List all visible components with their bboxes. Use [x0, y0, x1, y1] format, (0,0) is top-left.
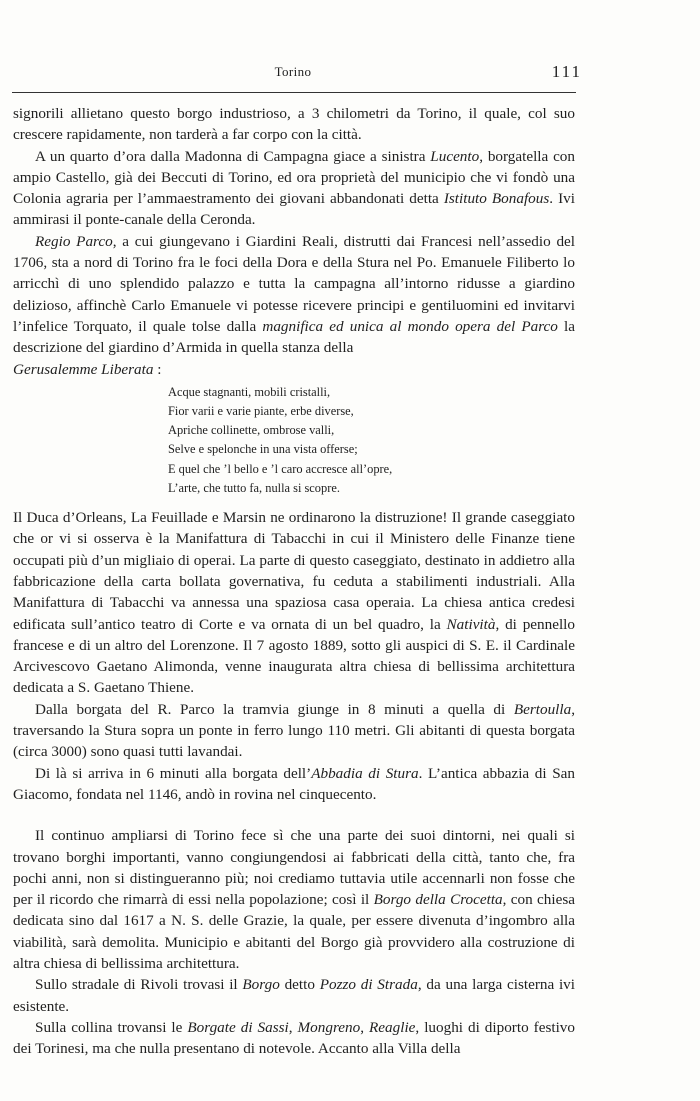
paragraph-rivoli — [13, 974, 575, 1017]
paragraph-text: : — [153, 360, 162, 378]
paragraph-borgo-industrioso — [13, 103, 575, 146]
paragraph-text: A un quarto d’ora dalla Madonna di Campagna giace a sinistra — [35, 147, 431, 165]
running-title: Torino — [274, 64, 312, 79]
place-name-abbadia: Abbadia di Stura — [311, 764, 419, 782]
poem-line: Selve e spelonche in una vista offerse; — [168, 442, 358, 457]
paragraph-text: Sullo stradale di Rivoli trovasi il — [35, 976, 243, 994]
paragraph-text: Il Duca d’Orleans, La Feuillade e Marsin ne ordinarono la distruzione! Il grande caseggiato che or vi si osserva è la Manifattura di Tabacchi in cui il Ministero delle Finanze tiene occupati più d’un migliaio di operai. La parte di questo caseggiato, destinato in addietro alla fabbricazione della carta bollata governativa, fu ceduta a stabilimenti industriali. Alla Manifattura di Tabacchi va annessa una spaziosa casa operaia. La chiesa antica credesi edificata sull’antico teatro di Corte e va ornata di un bel quadro, la — [13, 509, 575, 633]
painting-title: Natività — [446, 615, 496, 633]
place-name-lucento: Lucento — [430, 147, 480, 165]
paragraph-text: detto — [279, 976, 320, 994]
paragraph-text: . Ivi ammirasi il ponte-canale della Ceronda. — [13, 190, 575, 229]
paragraph-text: Il continuo ampliarsi di Torino fece sì che una parte dei suoi dintorni, nei quali si trovano borghi importanti, vanno congiungendosi ai fabbricati della città, tanto che, fra pochi anni, non si distingueranno più; noi crediamo tuttavia utile accennarli non fosse che per il ricordo che rimarrà di essi nella popolazione; così il — [13, 827, 575, 909]
place-name-bertoulla: Bertoulla — [513, 700, 572, 718]
running-head — [12, 62, 582, 84]
paragraph-lucento — [13, 146, 575, 231]
paragraph-text: Dalla borgata del R. Parco la tramvia giunge in 8 minuti a quella di — [35, 700, 514, 718]
paragraph-text: , luoghi di diporto festivo dei Torinesi, ma che nulla presentano di notevole. Accanto alla Villa della — [13, 1018, 575, 1058]
place-name-reaglie: Reaglie — [369, 1018, 416, 1036]
paragraph-regio-parco — [13, 231, 575, 359]
paragraph-text: Di là si arriva in 6 minuti alla borgata dell’ — [35, 764, 312, 782]
paragraph-text: , — [288, 1018, 298, 1036]
body-text — [13, 103, 575, 1060]
poem-line: Apriche collinette, ombrose valli, — [168, 423, 335, 438]
poem-line: E quel che ’l bello e ’l caro accresce all’opre, — [168, 461, 393, 476]
place-name-crocetta: Borgo della Crocetta — [373, 891, 503, 909]
paragraph-collina — [13, 1017, 575, 1060]
place-name-mongreno: Mongreno — [297, 1018, 361, 1036]
header-rule — [12, 92, 576, 93]
paragraph-text: , da una larga cisterna ivi esistente. — [13, 976, 575, 1015]
place-name-sassi: Borgate di Sassi — [187, 1018, 289, 1036]
place-name-borgo: Borgo — [242, 976, 280, 994]
paragraph-text: . L’antica abbazia di San Giacomo, fondata nel 1146, andò in rovina nel cinquecento. — [13, 764, 575, 803]
paragraph-text: , con chiesa dedicata sino dal 1617 a N. S. delle Grazie, la quale, per essere divenuta d’ingombro alla viabilità, sarà demolita. Municipio e abitanti del Borgo già provvidero alla costruzione di altra chiesa di bellissima architettura. — [13, 891, 576, 973]
paragraph-text: , borgatella con ampio Castello, già dei Beccuti di Torino, ed ora proprietà del municipio che vi fondò una Colonia agraria per l’ammaestramento dei giovani abbandonati detta — [13, 147, 575, 208]
paragraph-abbadia-stura — [13, 763, 575, 806]
poem-quotation — [168, 383, 575, 498]
page-number: 111 — [551, 62, 582, 81]
paragraph-text: signorili allietano questo borgo industrioso, a 3 chilometri da Torino, il quale, col suo crescere rapidamente, non tarderà a far corpo con la città. — [13, 105, 575, 144]
work-title: Gerusalemme Liberata — [13, 360, 154, 378]
paragraph-duca-orleans — [13, 507, 575, 699]
paragraph-text: , — [360, 1018, 370, 1036]
place-name-pozzo-strada: Pozzo di Strada — [319, 976, 418, 994]
paragraph-text: , a cui giungevano i Giardini Reali, distrutti dai Francesi nell’assedio del 1706, sta a nord di Torino fra le foci della Dora e della Stura nel Po. Emanuele Filiberto lo arricchì di uno splendido palazzo e tutta la campagna all’intorno ridusse a giardino delizioso, affinchè Carlo Emanuele vi potesse ricevere principi e gentiluomini ed invitarvi l’infelice Torquato, il quale tolse dalla — [13, 232, 575, 335]
institute-name: Istituto Bonafous — [443, 190, 550, 208]
paragraph-text: Sulla collina trovansi le — [35, 1018, 188, 1036]
paragraph-text: la descrizione del giardino d’Armida in quella stanza della — [13, 317, 576, 357]
paragraph-bertoulla — [13, 699, 575, 763]
paragraph-ampliarsi-torino — [13, 825, 575, 974]
paragraph-text: , traversando la Stura sopra un ponte in ferro lungo 110 metri. Gli abitanti di questa borgata (circa 3000) sono quasi tutti lavandai. — [13, 700, 575, 761]
quoted-phrase: magnifica ed unica al mondo opera del Parco — [262, 317, 558, 335]
place-name-regio-parco: Regio Parco — [35, 232, 113, 250]
paragraph-text: , di pennello francese e di un altro del Lorenzone. Il 7 agosto 1889, sotto gli auspici di S. E. il Cardinale Arcivescovo Gaetano Alimonda, venne inaugurata altra chiesa di bellissima architettura dedicata a S. Gaetano Thiene. — [13, 615, 575, 697]
paragraph-gerusalemme — [13, 359, 575, 380]
poem-line: Acque stagnanti, mobili cristalli, — [168, 384, 331, 399]
poem-line: Fior varii e varie piante, erbe diverse, — [168, 404, 354, 419]
poem-line: L’arte, che tutto fa, nulla si scopre. — [168, 480, 340, 495]
